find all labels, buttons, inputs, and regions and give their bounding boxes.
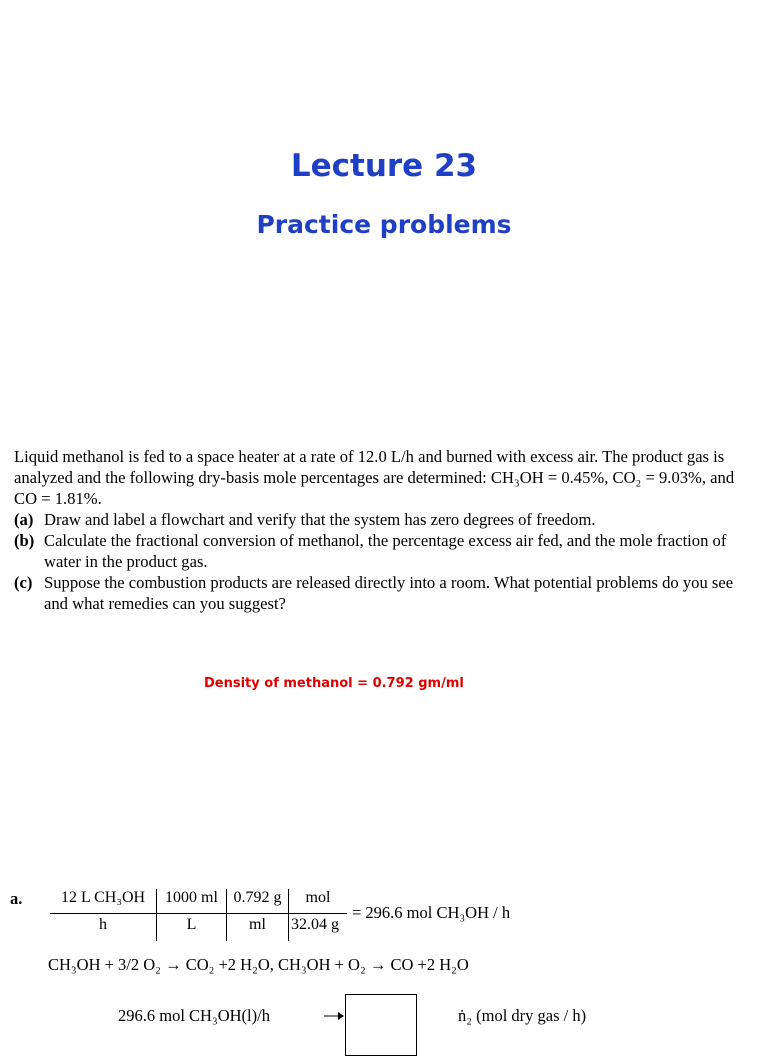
conversion-factor-3	[227, 889, 289, 941]
problem-intro: Liquid methanol is fed to a space heater at a rate of 12.0 L/h and burned with excess air. The product gas is analyzed and the following dry-basis mole percentages are determined: CH₃OH = 0.45%, CO₂ = 9.03%, and CO = 1.81%.	[14, 447, 735, 508]
factor-4-denominator: 32.04 g	[291, 916, 339, 933]
page-title: Lecture 23	[290, 148, 478, 184]
factor-1-bar	[50, 913, 156, 914]
density-note: Density of methanol = 0.792 gm/ml	[204, 676, 464, 691]
part-c-label: (c)	[14, 573, 33, 592]
factor-1-denominator: h	[99, 916, 107, 933]
reaction-equations: CH₃OH + 3/2 O₂ → CO₂ +2 H₂O, CH₃OH + O₂ → CO +2 H₂O	[48, 955, 469, 974]
part-c-text: Suppose the combustion products are released directly into a room. What potential problems do you see and what remedies can you suggest?	[44, 573, 734, 613]
outlet-stream-label: ṅ₂ (mol dry gas / h)	[458, 1006, 587, 1025]
conversion-factor-1	[50, 889, 157, 941]
part-a-label: (a)	[14, 510, 34, 529]
factor-4-bar	[289, 913, 347, 914]
factor-3-numerator: 0.792 g	[233, 889, 282, 906]
factor-3-denominator: ml	[249, 916, 266, 933]
page-subtitle: Practice problems	[256, 210, 512, 239]
problem-part-c	[14, 572, 754, 614]
solution-label: a.	[10, 889, 23, 908]
conversion-factor-2	[157, 889, 227, 941]
conversion-result: = 296.6 mol CH₃OH / h	[352, 903, 511, 922]
process-unit-box	[345, 994, 417, 1056]
feed-stream-label: 296.6 mol CH₃OH(l)/h	[118, 1006, 270, 1025]
problem-part-a	[14, 509, 754, 530]
conversion-factor-4	[289, 889, 347, 941]
factor-3-bar	[227, 913, 288, 914]
factor-1-numerator: 12 L CH₃OH	[60, 889, 146, 906]
factor-2-denominator: L	[186, 916, 197, 933]
part-a-text: Draw and label a flowchart and verify that the system has zero degrees of freedom.	[44, 510, 596, 529]
factor-2-numerator: 1000 ml	[165, 889, 218, 906]
part-b-text: Calculate the fractional conversion of methanol, the percentage excess air fed, and the mole fraction of water in the product gas.	[44, 531, 727, 571]
problem-part-b	[14, 530, 754, 572]
feed-arrow-icon	[324, 1011, 344, 1021]
part-b-label: (b)	[14, 531, 35, 550]
factor-4-numerator: mol	[305, 889, 331, 906]
factor-2-bar	[157, 913, 226, 914]
problem-statement	[14, 446, 754, 614]
